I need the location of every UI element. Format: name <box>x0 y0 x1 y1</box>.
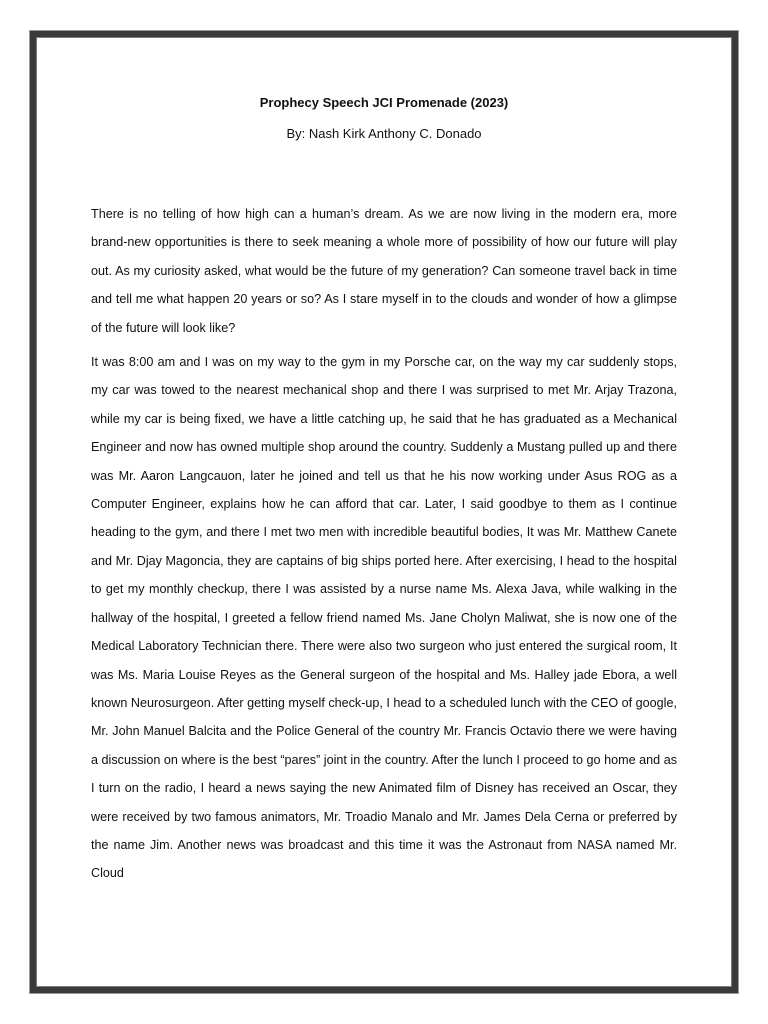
paragraph-story: It was 8:00 am and I was on my way to the gym in my Porsche car, on the way my car suddenly stops, my car was towed to the nearest mechanical shop and there I was surprised to met Mr. Arjay Trazona, while my car is being fixed, we have a little catching up, he said that he has graduated as a Mechanical Engineer and now has owned multiple shop around the country. Suddenly a Mustang pulled up and there was Mr. Aaron Langcauon, later he joined and tell us that he his now working under Asus ROG as a Computer Engineer, explains how he can afford that car. Later, I said goodbye to them as I continue heading to the gym, and there I met two men with incredible beautiful bodies, It was Mr. Matthew Canete and Mr. Djay Magoncia, they are captains of big ships ported here. After exercising, I head to the hospital to get my monthly checkup, there I was assisted by a nurse name Ms. Alexa Java, while walking in the hallway of the hospital, I greeted a fellow friend named Ms. Jane Cholyn Maliwat, she is now one of the Medical Laboratory Technician there. There were also two surgeon who just entered the surgical room, It was Ms. Maria Louise Reyes as the General surgeon of the hospital and Ms. Halley jade Ebora, a well known Neurosurgeon. After getting myself check-up, I head to a scheduled lunch with the CEO of google, Mr. John Manuel Balcita and the Police General of the country Mr. Francis Octavio there we were having a discussion on where is the best “pares” joint in the country. After the lunch I proceed to go home and as I turn on the radio, I heard a news saying the new Animated film of Disney has received an Oscar, they were received by two famous animators, Mr. Troadio Manalo and Mr. James Dela Cerna or preferred by the name Jim. Another news was broadcast and this time it was the Astronaut from NASA named Mr. Cloud <box>91 355 677 881</box>
document-title: Prophecy Speech JCI Promenade (2023) <box>259 95 509 110</box>
paragraph-intro: There is no telling of how high can a human’s dream. As we are now living in the modern era, more brand-new opportunities is there to seek meaning a whole more of possibility of how our future will play out. As my curiosity asked, what would be the future of my generation? Can someone travel back in time and tell me what happen 20 years or so? As I stare myself in to the clouds and wonder of how a glimpse of the future will look like? <box>91 207 677 335</box>
document-body <box>91 200 677 894</box>
document-author: By: Nash Kirk Anthony C. Donado <box>286 126 482 141</box>
